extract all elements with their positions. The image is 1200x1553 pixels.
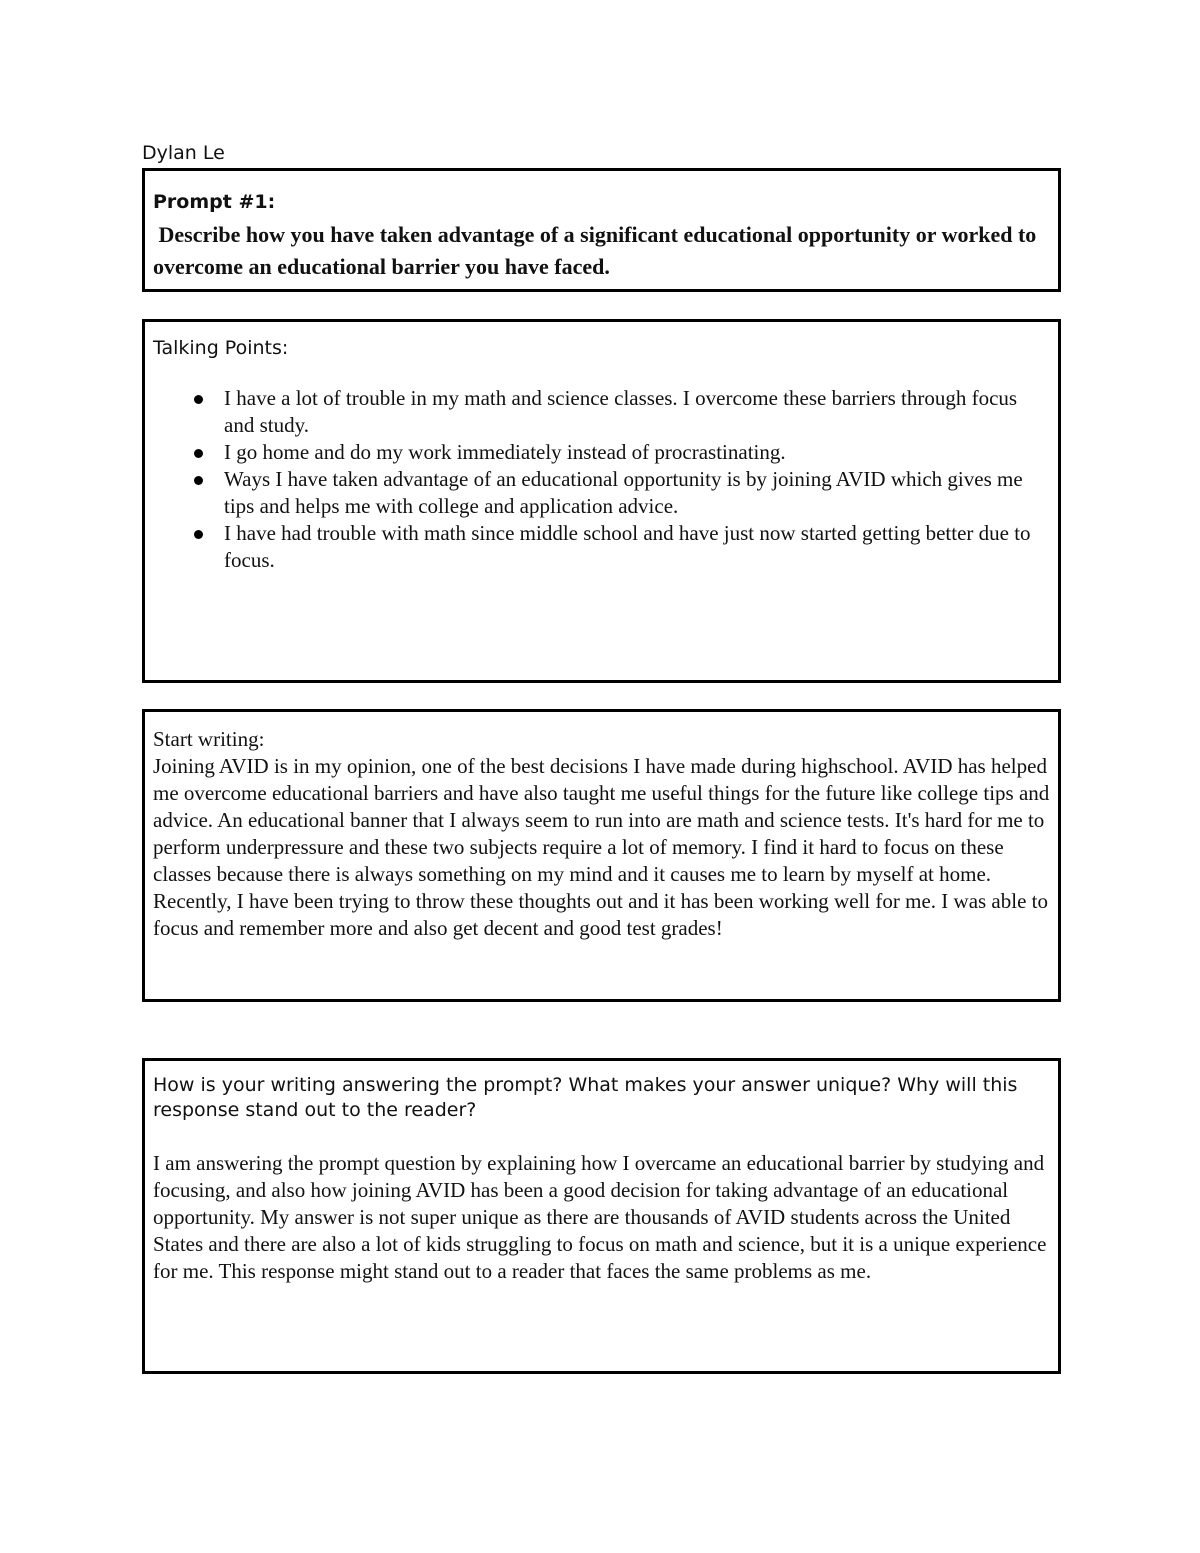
talking-points-box [142, 319, 1061, 683]
reflection-question: How is your writing answering the prompt? What makes your answer unique? Why will this response stand out to the reader? [153, 1074, 1018, 1121]
talking-points-label: Talking Points: [153, 337, 289, 359]
bullet-icon [194, 476, 203, 485]
start-writing-box [142, 709, 1061, 1002]
bullet-icon [194, 449, 203, 458]
bullet-icon [194, 530, 203, 539]
talking-point-text: I have had trouble with math since middle school and have just now started getting better due to focus. [224, 521, 1031, 572]
bullet-icon [194, 395, 203, 404]
list-item [153, 520, 1050, 574]
prompt-question: Describe how you have taken advantage of a significant educational opportunity or worked to overcome an educational barrier you have faced. [153, 222, 1042, 279]
list-item [153, 466, 1050, 520]
list-item [153, 439, 1050, 466]
list-item [153, 385, 1050, 439]
prompt-label: Prompt #1: [153, 191, 276, 213]
talking-point-text: I have a lot of trouble in my math and science classes. I overcome these barriers through focus and study. [224, 386, 1018, 437]
prompt-box [142, 168, 1061, 292]
start-writing-text: Start writing: Joining AVID is in my opinion, one of the best decisions I have made during highschool. AVID has helped me overcome educational barriers and have also taught me useful things for the future like college tips and advice. An educational banner that I always seem to run into are math and science tests. It's hard for me to perform underpressure and these two subjects require a lot of memory. I find it hard to focus on these classes because there is always something on my mind and it causes me to learn by myself at home. Recently, I have been trying to throw these thoughts out and it has been working well for me. I was able to focus and remember more and also get decent and good test grades! [153, 727, 1050, 940]
author-name: Dylan Le [142, 142, 225, 164]
talking-point-text: Ways I have taken advantage of an educational opportunity is by joining AVID which gives me tips and helps me with college and application advice. [224, 467, 1023, 518]
talking-point-text: I go home and do my work immediately instead of procrastinating. [224, 440, 786, 464]
reflection-answer: I am answering the prompt question by explaining how I overcame an educational barrier by studying and focusing, and also how joining AVID has been a good decision for taking advantage of an educational opportunity. My answer is not super unique as there are thousands of AVID students across the United States and there are also a lot of kids struggling to focus on math and science, but it is a unique experience for me. This response might stand out to a reader that faces the same problems as me. [153, 1151, 1047, 1283]
reflection-box [142, 1058, 1061, 1374]
talking-points-list [153, 385, 1050, 574]
